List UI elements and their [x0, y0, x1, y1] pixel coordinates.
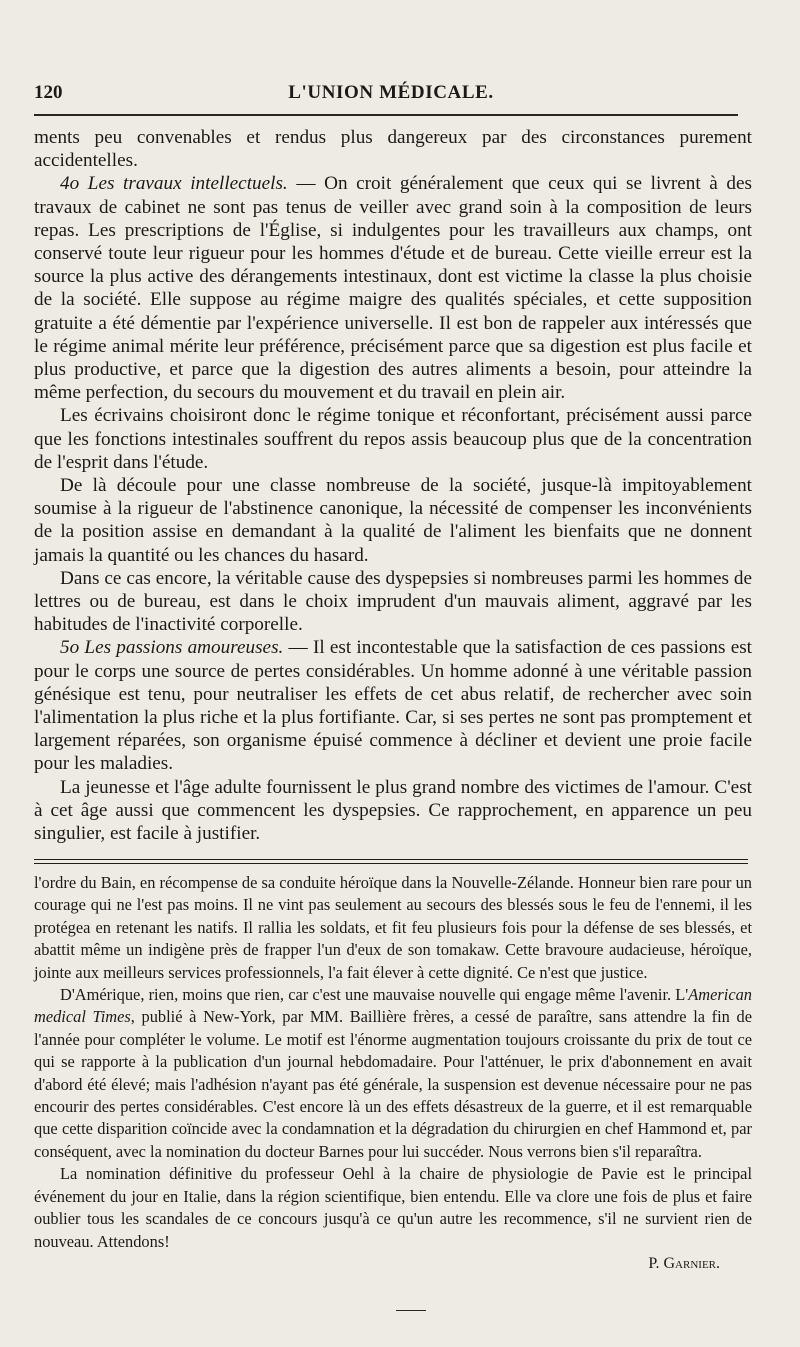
paragraph-jeunesse: La jeunesse et l'âge adulte fournissent le plus grand nombre des victimes de l'amour. C'est à cet âge aussi que commencent les dyspepsies. Ce rapprochement, en apparence un peu singulier, est facile à justifier. — [34, 776, 752, 845]
feuilleton-paragraph-amerique — [34, 984, 752, 1163]
feuilleton-paragraph-ordre-du-bain: l'ordre du Bain, en récompense de sa conduite héroïque dans la Nouvelle-Zélande. Honneur bien rare pour un courage qui ne l'est pas moins. Il ne vint pas seulement au secours des blessés sous le feu de l'ennemi, il les protégea en retenant les natifs. Il rallia les soldats, et fit feu plusieurs fois pour la défense de ses blessés, et abattit même un indigène près de frapper l'un d'eux de son tomakaw. Cette bravoure audacieuse, héroïque, jointe aux meilleurs services professionnels, l'a fait élever à cette dignité. Ce n'est que justice. — [34, 873, 752, 982]
paragraph-ecrivains: Les écrivains choisiront donc le régime tonique et réconfortant, précisément aussi parce que les fonctions intestinales souffrent du repos assis beaucoup plus que de la concentration de l'esprit dans l'étude. — [34, 405, 752, 473]
main-article — [34, 126, 752, 845]
paragraph-passions-amoureuses — [34, 636, 752, 775]
feuilleton-column — [34, 872, 752, 1275]
section-heading-travaux: 4o Les travaux intellectuels. — [60, 173, 288, 195]
paragraph-continuation: ments peu convenables et rendus plus dangereux par des circonstances purement accidentelles. — [34, 127, 752, 172]
running-title: L'UNION MÉDICALE. — [288, 82, 494, 103]
paragraph-text: — Il est incontestable que la satisfaction de ces passions est pour le corps une source de pertes considérables. Un homme adonné à une véritable passion génésique est tenu, pour neutraliser les effets de cet abus relatif, de rechercher avec soin l'alimentation la plus riche et la plus fortifiante. Car, si ses pertes ne sont pas promptement et largement réparées, son organisme épuisé commence à décliner et devient une proie facile pour les maladies. — [34, 637, 753, 775]
paragraph-dyspepsies: Dans ce cas encore, la véritable cause des dyspepsies si nombreuses parmi les hommes de lettres ou de bureau, est dans le choix imprudent d'un mauvais aliment, aggravé par les habitudes de l'inactivité corporelle. — [34, 567, 752, 636]
header-rule — [34, 114, 738, 116]
feuilleton-separator — [34, 859, 748, 864]
paragraph-text: — On croit généralement que ceux qui se livrent à des travaux de cabinet ne sont pas tenus de veiller avec grand soin à la composition de leurs repas. Les prescriptions de l'Église, si indulgentes pour les travailleurs aux champs, ont conservé toute leur rigueur pour les hommes d'étude et de bureau. Cette vieille erreur est la source la plus active des dérangements intestinaux, dont est victime la classe la plus choisie de la société. Elle suppose au régime maigre des qualités spéciales, et cette supposition gratuite a été démentie par l'expérience universelle. Il est bon de rappeler aux intéressés que le régime animal mérite leur préférence, précisément parce que sa digestion est plus facile et plus productive, et parce que la digestion des autres aliments a besoin, pour atteindre la même perfection, du secours du mouvement et du travail en plein air. — [34, 173, 752, 404]
paragraph-text: , publié à New-York, par MM. Baillière frères, a cessé de paraître, sans attendre la fin de l'année pour compléter le volume. Le motif est l'énorme augmentation toujours croissante du prix de tout ce qui se rapporte à la publication d'un journal hebdomadaire. Pour l'atténuer, le prix d'abonnement en avait d'abord été élevé; mais l'adhésion n'ayant pas été générale, la suspension est devenue nécessaire pour ne pas encourir des pertes considérables. C'est encore là un des effets désastreux de la guerre, et il est remarquable que cette disparition coïncide avec la condamnation et la dégradation du chirurgien en chef Hammond et, par conséquent, avec la nomination du docteur Barnes pour lui succéder. Nous verrons bien s'il reparaîtra. — [34, 1007, 752, 1161]
page-header — [34, 80, 748, 110]
page-number: 120 — [34, 82, 63, 103]
feuilleton-paragraph-oehl: La nomination définitive du professeur Oehl à la chaire de physiologie de Pavie est le principal événement du jour en Italie, dans la région scientifique, bien entendu. Elle va clore une fois de plus et faire oublier tous les scandales de ce concours jusqu'à ce qu'un autre les recommence, s'il ne survient rien de nouveau. Attendons! — [34, 1164, 752, 1251]
section-heading-passions: 5o Les passions amoureuses. — [60, 637, 284, 659]
paragraph-text: D'Amérique, rien, moins que rien, car c'est une mauvaise nouvelle qui engage même l'avenir. L' — [60, 985, 689, 1005]
author-signature: P. Garnier. — [648, 1254, 720, 1272]
end-rule — [396, 1310, 426, 1311]
paragraph-travaux-intellectuels — [34, 172, 752, 404]
journal-title: American medical Times — [34, 985, 752, 1027]
paragraph-abstinence: De là découle pour une classe nombreuse de la société, jusque-là impitoyablement soumise à la rigueur de l'abstinence canonique, la nécessité de compenser les inconvénients de la position assise en demandant à la qualité de l'aliment les bienfaits que ne donnent jamais la quantité ou les chances du hasard. — [34, 475, 752, 566]
